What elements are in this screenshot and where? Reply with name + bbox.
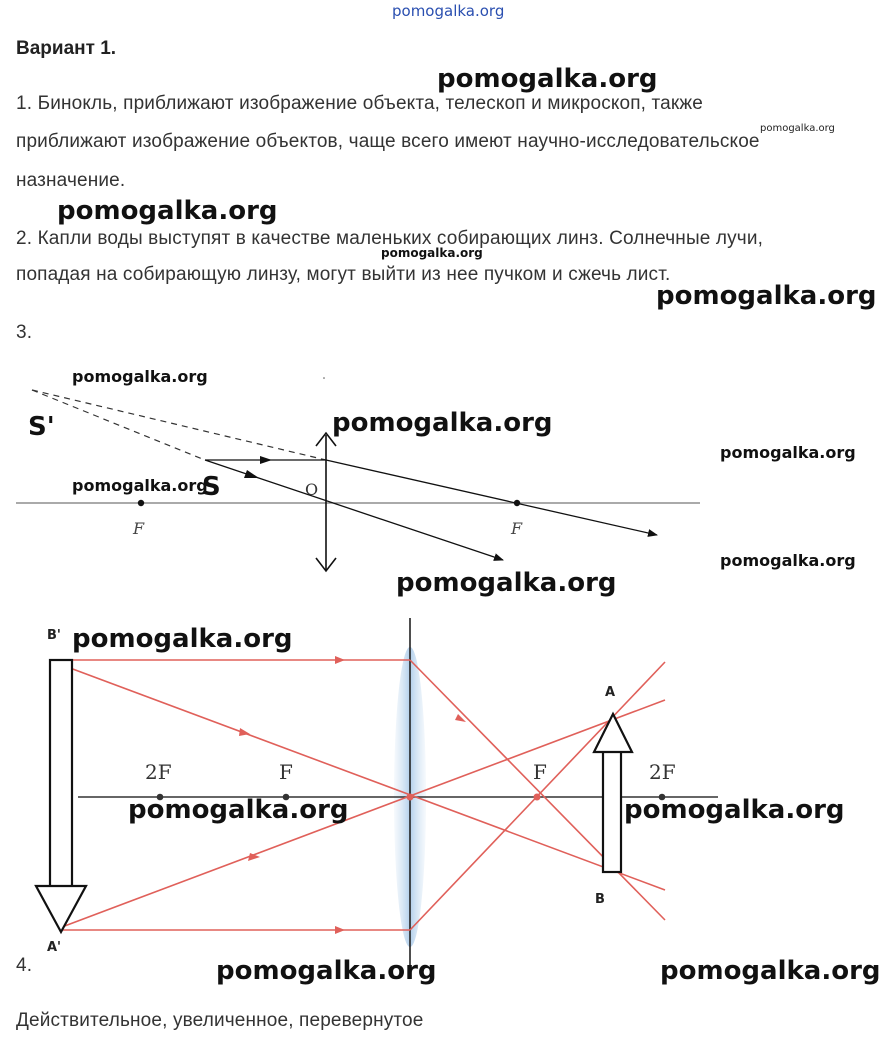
paragraph-2-line-2: попадая на собирающую линзу, могут выйти из нее пучком и сжечь лист. [16, 264, 671, 285]
label-s: S [202, 472, 221, 502]
paragraph-2-line-1: 2. Капли воды выступят в качестве маленьких собирающих линз. Солнечные лучи, [16, 228, 764, 249]
refracted-ray [326, 460, 657, 535]
label-f-right: F [511, 519, 523, 538]
watermark: pomogalka.org [656, 281, 877, 311]
lens-diagram-2 [0, 610, 896, 975]
watermark: pomogalka.org [396, 568, 617, 598]
watermark: pomogalka.org [72, 476, 208, 495]
watermark: pomogalka.org [72, 624, 293, 654]
watermark: pomogalka.org [381, 246, 483, 260]
label-b-prime: B' [47, 628, 61, 643]
watermark: pomogalka.org [720, 443, 856, 462]
paragraph-4-number: 4. [16, 955, 33, 976]
image-arrow-head [594, 714, 632, 752]
watermark: pomogalka.org [760, 123, 835, 134]
label-f-left-2: F [279, 760, 293, 784]
paragraph-1-line-1: 1. Бинокль, приближают изображение объекта, телескоп и микроскоп, также [16, 93, 703, 114]
label-o: O [305, 480, 319, 499]
watermark: pomogalka.org [216, 956, 437, 986]
watermark: pomogalka.org [332, 408, 553, 438]
object-arrow-head [36, 886, 86, 932]
label-2f-right: 2F [649, 760, 676, 784]
watermark: pomogalka.org [57, 196, 278, 226]
watermark: pomogalka.org [72, 367, 208, 386]
label-f-left: F [133, 519, 145, 538]
watermark: pomogalka.org [660, 956, 881, 986]
label-a: A [605, 685, 616, 700]
watermark: pomogalka.org [437, 64, 658, 94]
site-link[interactable]: pomogalka.org [392, 2, 505, 20]
label-f-right-2: F [533, 760, 547, 784]
answer-text: Действительное, увеличенное, перевернутое [16, 1010, 424, 1031]
paragraph-1-line-3: назначение. [16, 170, 126, 191]
watermark: pomogalka.org [624, 795, 845, 825]
paragraph-1-line-2: приближают изображение объектов, чаще всего имеют научно-исследовательское [16, 131, 760, 152]
watermark: pomogalka.org [128, 795, 349, 825]
page-title: Вариант 1. [16, 38, 117, 59]
label-a-prime: A' [47, 940, 62, 955]
object-arrow-shaft [50, 660, 72, 888]
watermark: pomogalka.org [720, 551, 856, 570]
label-s-prime: S' [28, 412, 55, 442]
paragraph-3-number: 3. [16, 322, 33, 343]
image-arrow-shaft [603, 750, 621, 872]
label-2f-left: 2F [145, 760, 172, 784]
label-b: B [595, 892, 605, 907]
